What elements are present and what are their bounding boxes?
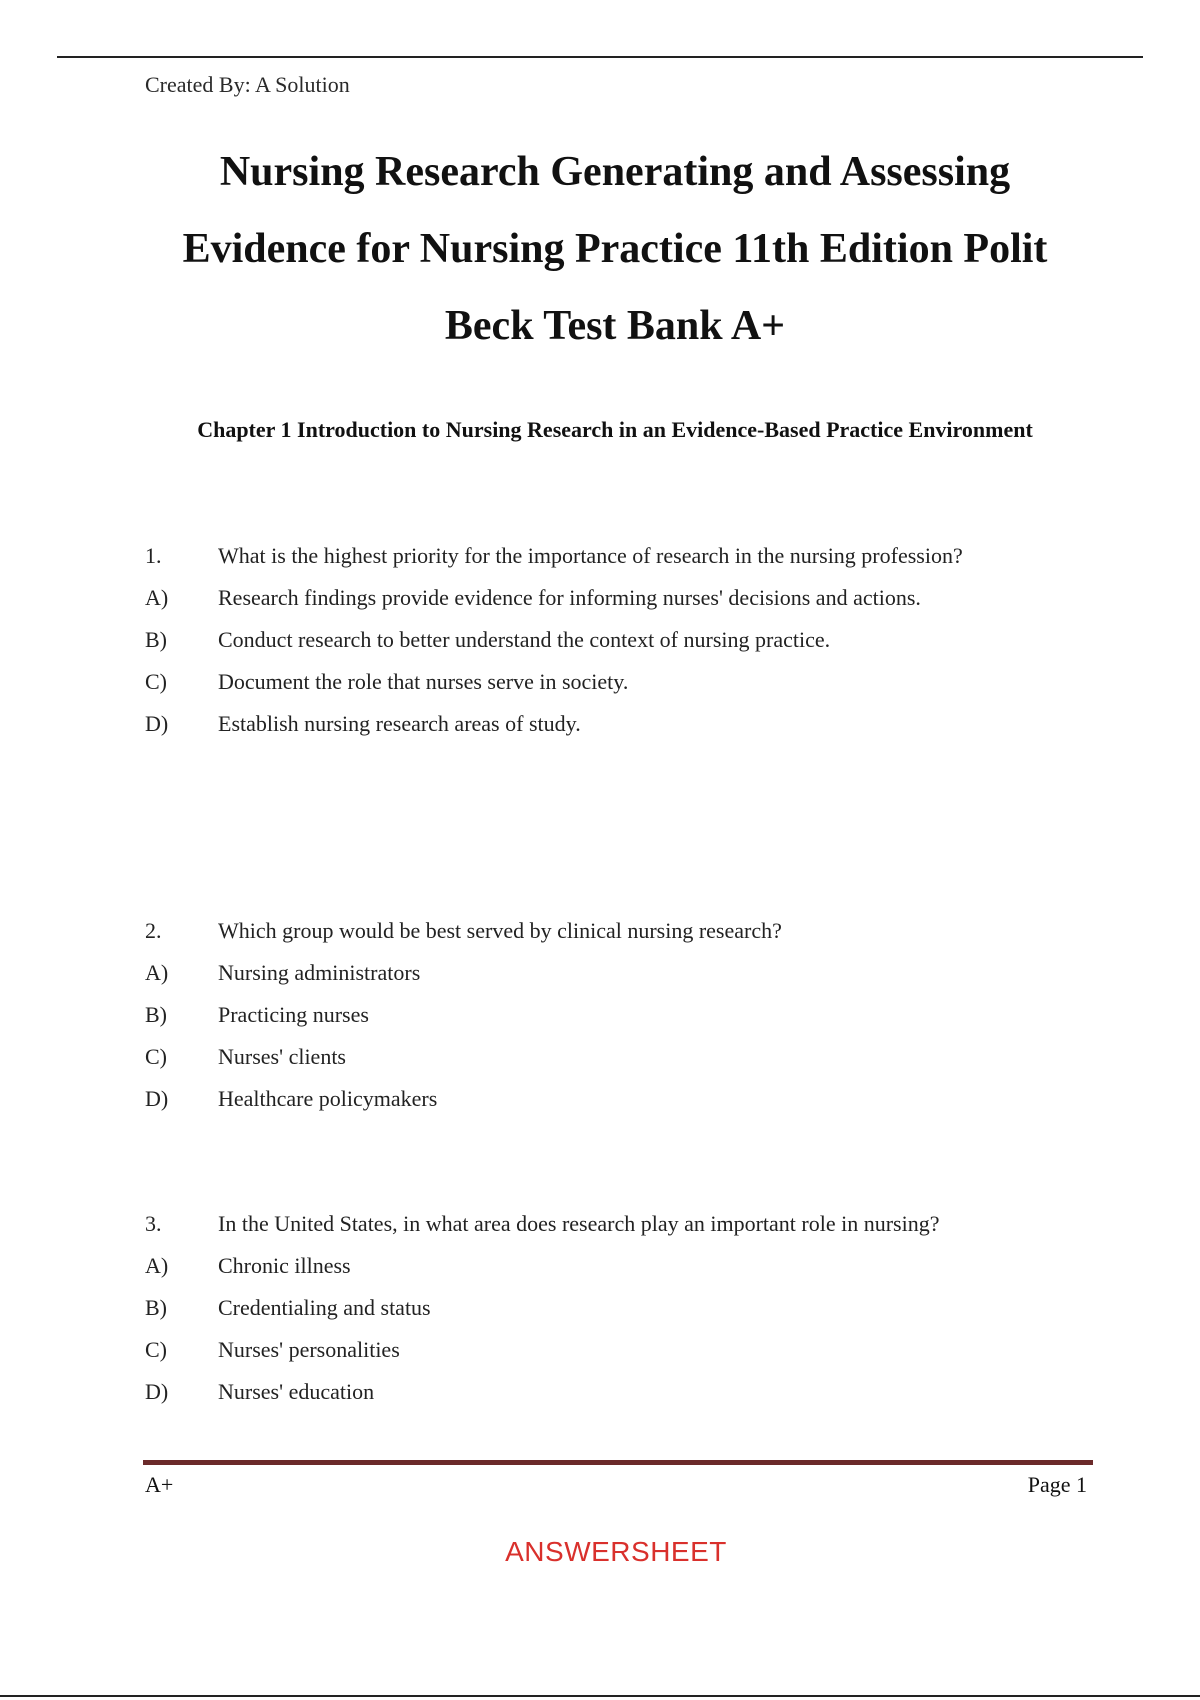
created-by-header: Created By: A Solution bbox=[145, 72, 350, 97]
option-label: A) bbox=[145, 585, 169, 610]
bottom-rule bbox=[0, 1695, 1200, 1697]
option-text: Credentialing and status bbox=[218, 1295, 431, 1320]
question-3 bbox=[145, 1211, 1145, 1421]
question-text: Which group would be best served by clinical nursing research? bbox=[218, 918, 782, 943]
option-text: Document the role that nurses serve in society. bbox=[218, 669, 629, 694]
question-number: 2. bbox=[145, 918, 162, 943]
answer-option bbox=[145, 585, 1145, 627]
question-number: 1. bbox=[145, 543, 162, 568]
question-number: 3. bbox=[145, 1211, 162, 1236]
option-label: C) bbox=[145, 1044, 167, 1069]
title-line: Evidence for Nursing Practice 11th Edition Polit bbox=[182, 226, 1048, 272]
answer-option bbox=[145, 960, 1145, 1002]
answer-option bbox=[145, 669, 1145, 711]
option-text: Research findings provide evidence for informing nurses' decisions and actions. bbox=[218, 585, 921, 610]
question-stem bbox=[145, 543, 1145, 585]
answer-option bbox=[145, 1044, 1145, 1086]
option-label: B) bbox=[145, 627, 167, 652]
answer-option bbox=[145, 1379, 1145, 1421]
question-text: In the United States, in what area does research play an important role in nursing? bbox=[218, 1211, 940, 1236]
question-1 bbox=[145, 543, 1145, 753]
option-text: Practicing nurses bbox=[218, 1002, 369, 1027]
question-2 bbox=[145, 918, 1145, 1128]
question-text: What is the highest priority for the importance of research in the nursing profession? bbox=[218, 543, 963, 568]
question-stem bbox=[145, 1211, 1145, 1253]
answersheet-watermark[interactable]: ANSWERSHEET bbox=[505, 1536, 727, 1567]
option-text: Nursing administrators bbox=[218, 960, 421, 985]
answer-option bbox=[145, 1253, 1145, 1295]
option-label: D) bbox=[145, 1086, 169, 1111]
answer-option bbox=[145, 1086, 1145, 1128]
option-label: B) bbox=[145, 1295, 167, 1320]
option-label: C) bbox=[145, 1337, 167, 1362]
footer-grade: A+ bbox=[145, 1472, 174, 1497]
option-label: C) bbox=[145, 669, 167, 694]
answer-option bbox=[145, 1337, 1145, 1379]
title-line: Beck Test Bank A+ bbox=[444, 303, 786, 349]
option-text: Establish nursing research areas of study. bbox=[218, 711, 581, 736]
option-label: A) bbox=[145, 960, 169, 985]
option-label: D) bbox=[145, 711, 169, 736]
option-text: Nurses' education bbox=[218, 1379, 375, 1404]
option-label: B) bbox=[145, 1002, 167, 1027]
option-text: Nurses' personalities bbox=[218, 1337, 400, 1362]
title-line: Nursing Research Generating and Assessing bbox=[219, 149, 1011, 195]
option-text: Conduct research to better understand the context of nursing practice. bbox=[218, 627, 831, 652]
chapter-heading: Chapter 1 Introduction to Nursing Research in an Evidence-Based Practice Environment bbox=[197, 417, 1033, 442]
question-stem bbox=[145, 918, 1145, 960]
document-title bbox=[145, 134, 1085, 365]
answer-option bbox=[145, 711, 1145, 753]
option-label: A) bbox=[145, 1253, 169, 1278]
answer-option bbox=[145, 1295, 1145, 1337]
answer-option bbox=[145, 1002, 1145, 1044]
footer-rule bbox=[143, 1460, 1093, 1465]
top-rule bbox=[57, 56, 1143, 58]
answer-option bbox=[145, 627, 1145, 669]
option-text: Nurses' clients bbox=[218, 1044, 346, 1069]
page-number: Page 1 bbox=[1027, 1472, 1087, 1497]
option-text: Healthcare policymakers bbox=[218, 1086, 438, 1111]
option-text: Chronic illness bbox=[218, 1253, 351, 1278]
option-label: D) bbox=[145, 1379, 169, 1404]
